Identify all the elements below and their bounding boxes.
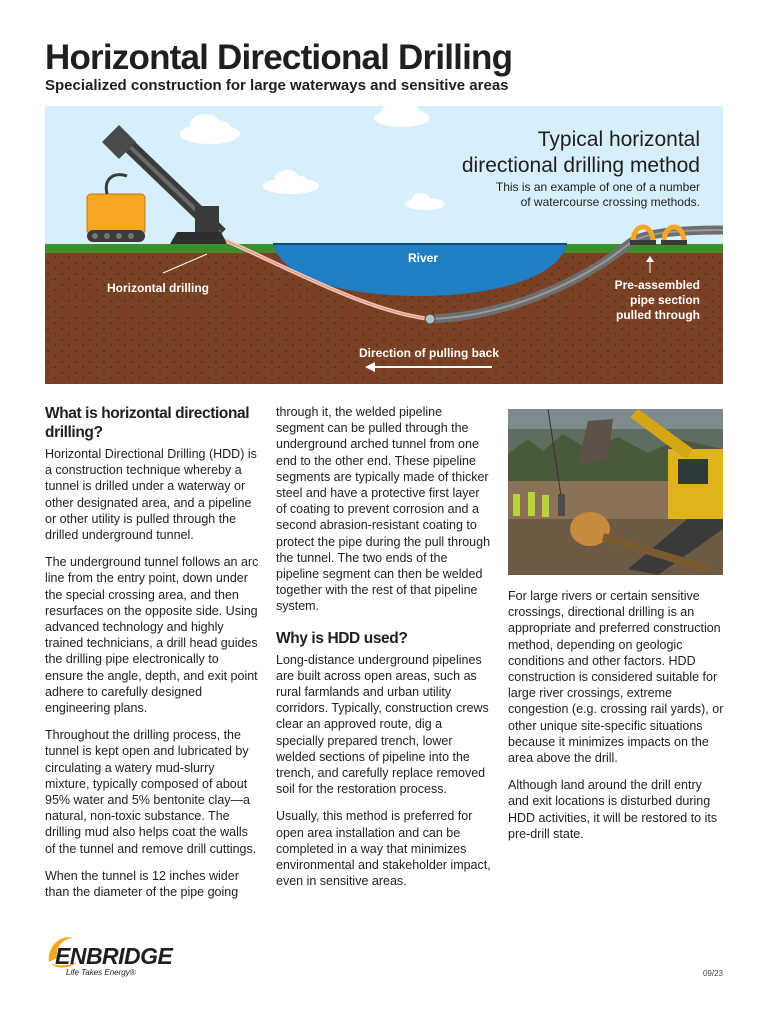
construction-photo — [508, 409, 723, 575]
paragraph: When the tunnel is 12 inches wider than the diameter of the pipe going — [45, 868, 239, 900]
hdd-diagram-illustration — [45, 106, 723, 384]
hdd-diagram — [45, 106, 723, 384]
paragraph: Although land around the drill entry and exit locations is disturbed during HDD activities, it will be restored to its pre-drill state. — [508, 778, 718, 841]
paragraph: Horizontal Directional Drilling (HDD) is a construction technique whereby a tunnel is drilled under a waterway or other designated area, and a pipeline or other utility is pulled through the drilled underground tunnel. — [45, 447, 257, 543]
svg-text:ENBRIDGE: ENBRIDGE — [55, 943, 173, 969]
drill-head-icon — [425, 314, 435, 324]
paragraph: through it, the welded pipeline segment can be pulled through the underground arched tunnel from one end to the other end. These pipeline segments are typically made of thicker steel and have a protective first layer of coating to prevent corrosion and a second abrasion-resistant coating to protect the pipe during the pull through the tunnel. The two ends of the pipeline segment can then be welded together with the rest of that pipeline system. — [276, 405, 491, 614]
page-subtitle: Specialized construction for large waterways and sensitive areas — [45, 77, 509, 94]
diagram-heading-line1: Typical horizontal — [537, 128, 700, 151]
column-left — [45, 404, 260, 911]
document-number: 09/23 — [702, 969, 723, 978]
page-title: Horizontal Directional Drilling — [45, 38, 513, 77]
paragraph: For large rivers or certain sensitive crossings, directional drilling is an appropriate and preferred construction method, depending on geologic conditions and other factors. HDD construction is considered suitable for large river crossings, extreme congestion (e.g. crossing rail yards), or other unique site-specific situations because it minimizes impacts on the area above the drill. — [508, 589, 724, 766]
pipe-label-line1: Pre-assembled — [614, 278, 700, 292]
paragraph: Throughout the drilling process, the tunnel is kept open and lubricated by circulating a watery mud-slurry mixture, typically composed of about 95% water and 5% bentonite clay—a natural, non-toxic substance. The drilling mud also helps coat the walls of the tunnel and remove drill cuttings. — [45, 728, 257, 856]
horizontal-drilling-label: Horizontal drilling — [107, 281, 209, 295]
pipe-label-line3: pulled through — [616, 308, 700, 322]
logo-tagline: Life Takes Energy® — [66, 968, 136, 977]
section-heading-what: What is horizontal directional drilling? — [45, 405, 250, 441]
paragraph: Usually, this method is preferred for open area installation and can be completed in a way that minimizes environmental and stakeholder impact, even in sensitive areas. — [276, 809, 491, 889]
diagram-heading-line2: directional drilling method — [461, 154, 700, 177]
column-right — [508, 588, 724, 853]
paragraph: The underground tunnel follows an arc line from the entry point, down under the special crossing area, and then resurfaces on the opposite side. Using advanced technology and highly trained technicians, a drill head guides the drilling pipe electronically to ensure the angle, depth, and exit point adhere to carefully designed engineering plans. — [45, 555, 259, 716]
direction-label: Direction of pulling back — [358, 346, 500, 360]
diagram-desc-line2: of watercourse crossing methods. — [520, 195, 700, 209]
paragraph: Long-distance underground pipelines are built across open areas, such as rural farmlands and urban utility corridors. Typically, construction crews clear an approved route, dig a specially prepared trench, lower welded sections of pipeline into the trench, and carefully replace removed soil for the restoration process. — [276, 652, 489, 797]
column-middle — [276, 404, 492, 900]
diagram-desc-line1: This is an example of one of a number — [495, 180, 700, 194]
pipe-label-line2: pipe section — [629, 293, 700, 307]
construction-photo-illustration — [508, 409, 723, 575]
section-heading-why: Why is HDD used? — [276, 629, 408, 647]
river-label: River — [407, 251, 439, 265]
